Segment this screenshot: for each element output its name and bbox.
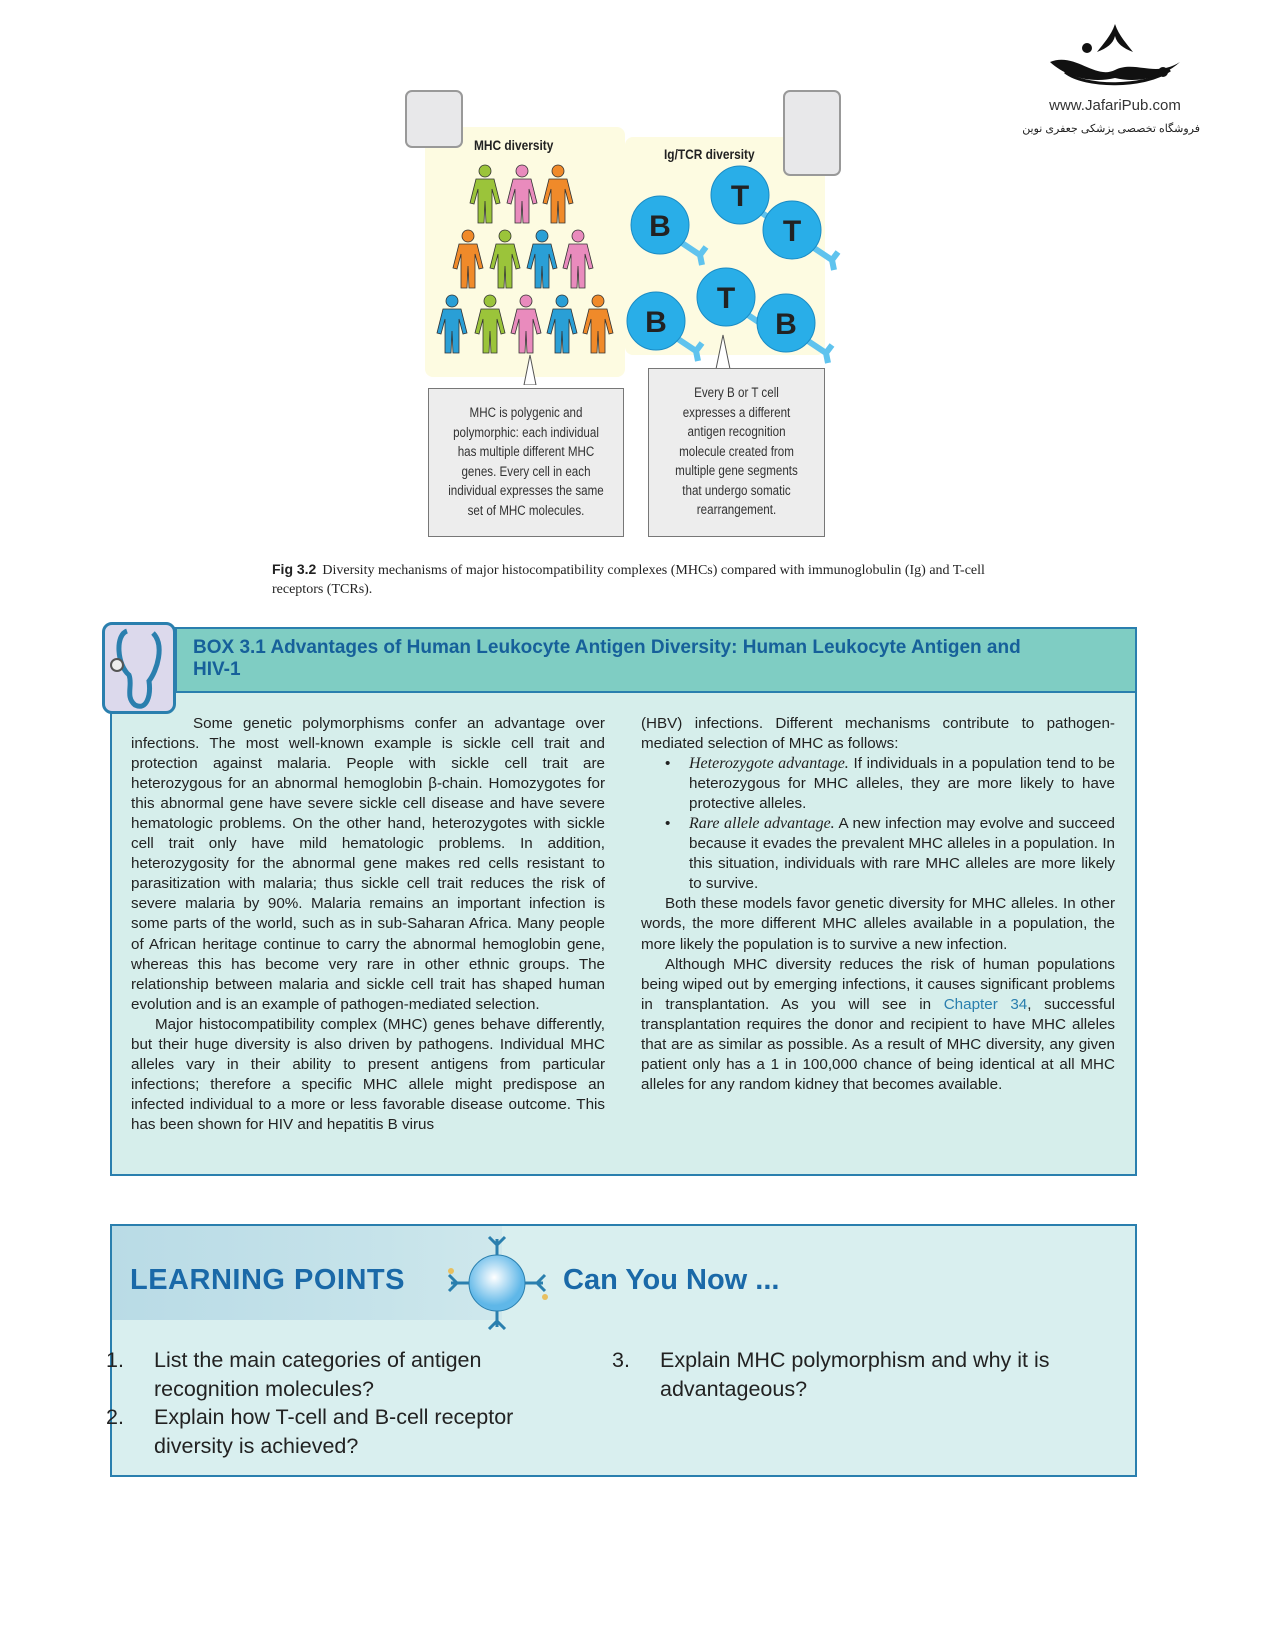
ig-tcr-diversity-title: Ig/TCR diversity [664,146,755,162]
learning-item-3 [612,1346,1096,1403]
text: Although MHC diversity reduces the risk of human populations being wiped out by emerging infections, it causes significant problems in transplantation. As you will see in [641,955,1115,1013]
item-text: List the main categories of antigen recognition molecules? [154,1348,482,1401]
paragraph: Both these models favor genetic diversity for MHC alleles. In other words, the more different MHC alleles available in a population, the more likely the population is to survive a new infection. [641,895,1115,953]
svg-text:T: T [782,215,802,248]
bullet-term: Rare allele advantage. [689,815,835,833]
bullet-text: A new infection may evolve and succeed because it evades the prevalent MHC alleles in a population. In this situation, individuals with rare MHC alleles are more likely to survive. [689,815,1115,893]
svg-text:B: B [645,306,667,339]
can-you-now-heading: Can You Now ... [563,1264,780,1296]
bullet-text: If individuals in a population tend to be heterozygous for MHC alleles, they are more likely to have protective alleles. [689,755,1116,813]
publisher-logo [1022,22,1200,135]
figure-caption-text: Diversity mechanisms of major histocompatibility complexes (MHCs) compared with immunoglobulin (Ig) and T-cell receptors (TCRs). [272,563,985,597]
box-left-column [131,714,605,1135]
item-text: Explain how T-cell and B-cell receptor diversity is achieved? [154,1405,514,1458]
svg-text:B: B [649,210,671,243]
learning-item-1 [106,1346,550,1403]
paragraph: Some genetic polymorphisms confer an advantage over infections. The most well-known example is sickle cell trait and protection against malaria. People with sickle cell trait are heterozygous for an abnormal hemoglobin β-chain. Homozygotes for this abnormal gene have severe sickle cell disease and have severe hematologic problems. On the other hand, heterozygotes with sickle cell trait only have mild hematologic problems. In addition, heterozygosity for the abnormal gene makes red cells resistant to parasitization with malaria; thus sickle cell trait reduces the risk of severe malaria by 90%. Malaria remains an important infection is some parts of the world, such as in sub-Saharan Africa. Many people of African heritage continue to carry the abnormal hemoglobin gene, whereas this has become very rare in other ethnic groups. The relationship between malaria and sickle cell trait has shaped human evolution and is an example of pathogen-mediated selection. [131,715,605,1013]
paragraph: (HBV) infections. Different mechanisms contribute to pathogen-mediated selection of MHC as follows: [641,715,1115,753]
figure-label: Fig 3.2 [272,561,317,577]
box-title: BOX 3.1 Advantages of Human Leukocyte Antigen Diversity: Human Leukocyte Antigen and HIV-1 [193,637,1021,680]
ig-caption-box [648,368,825,537]
paragraph [641,955,1115,1095]
figure-caption [272,560,992,599]
figure-3-2 [400,85,850,540]
bullet-list [641,754,1115,894]
mhc-diversity-title: MHC diversity [474,137,554,153]
svg-text:T: T [716,282,736,315]
ig-caption-text: Every B or T cell expresses a different antigen recognition molecule created from multiple gene segments that undergo somatic rearrangement. [675,385,798,517]
item-text: Explain MHC polymorphism and why it is advantageous? [660,1348,1050,1401]
list-item [689,754,1115,814]
svg-text:T: T [730,180,750,213]
publisher-tagline: فروشگاه تخصصی پزشکی جعفری نوین [1022,123,1200,135]
mhc-caption-box [428,388,624,537]
bullet-term: Heterozygote advantage. [689,755,849,773]
box-header [175,627,1137,693]
text: , successful transplantation requires the donor and recipient to have MHC alleles that are as similar as possible. As a result of MHC diversity, any given patient only has a 1 in 100,000 chance of being identical at all MHC alleles for any random kidney that becomes available. [641,995,1115,1093]
learning-points-title: LEARNING POINTS [130,1264,405,1296]
item-number: 3. [612,1348,630,1372]
antibody-cell-icon [445,1235,550,1330]
box-right-column [641,714,1115,1095]
stethoscope-icon [102,622,176,714]
figure-illustration [400,85,850,385]
publisher-url[interactable]: www.JafariPub.com [1049,97,1181,114]
learning-item-2 [106,1403,550,1460]
crowd-icon [406,91,462,147]
single-person-icon [784,91,840,175]
mhc-caption-text: MHC is polygenic and polymorphic: each individual has multiple different MHC genes. Every cell in each individual expresses the same set of MHC molecules. [448,405,604,518]
svg-text:B: B [775,308,797,341]
item-number: 1. [106,1348,124,1372]
calligraphy-logo-icon [1045,22,1185,90]
paragraph: Major histocompatibility complex (MHC) genes behave differently, but their huge diversity is also driven by pathogens. Individual MHC alleles vary in their ability to present antigens from particular infections; therefore a specific MHC allele might predispose an infected individual to a more or less favorable disease outcome. This has been shown for HIV and hepatitis B virus [131,1015,605,1133]
list-item [689,814,1115,894]
chapter-34-link[interactable]: Chapter 34 [943,995,1028,1013]
item-number: 2. [106,1405,124,1429]
